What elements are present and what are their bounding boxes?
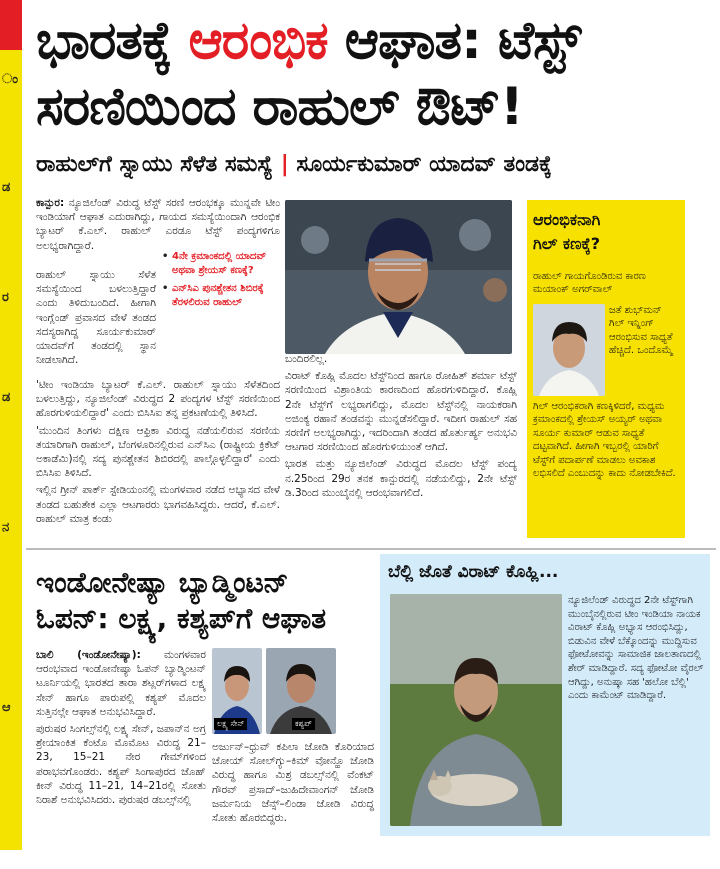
headline-line-2: ಸರಣಿಯಿಂದ ರಾಹುಲ್ ಔಟ್!	[36, 77, 523, 137]
sidebar-text-bottom: ಗಿಲ್ ಆರಂಭಿಕರಾಗಿ ಕಣಕ್ಕಿಳಿದರೆ, ಮಧ್ಯಮ ಕ್ರಮಾಂಕದಲ್ಲಿ ಶ್ರೇಯಸ್ ಅಯ್ಯರ್ ಅಥವಾ ಸೂರ್ಯ ಕುಮಾರ್ ಆಡುವ ಸಾಧ್ಯತೆ ದಟ್ಟವಾಗಿದೆ. ಹೀಗಾಗಿ ಇಬ್ಬರಲ್ಲಿ ಯಾರಿಗೆ ಟೆಸ್ಟ್‌ಗೆ ಪದಾರ್ಪಣೆ ಮಾಡಲು ಅವಕಾಶ ಲಭಿಸಲಿದೆ ಎಂಬುದನ್ನು ಕಾದು ನೋಡಬೇಕಿದೆ.	[533, 401, 676, 480]
sidebar-text-top: ರಾಹುಲ್ ಗಾಯಗೊಂಡಿರುವ ಕಾರಣ ಮಯಾಂಕ್ ಅಗರ್‌ವಾಲ್	[533, 271, 646, 296]
story-paragraph: ರಾಹುಲ್ ಸ್ನಾಯು ಸೆಳೆತ ಸಮಸ್ಯೆಯಿಂದ ಬಳಲುತ್ತಿದ್ದಾರೆ ಎಂದು ತಿಳಿದುಬಂದಿದೆ. ಹೀಗಾಗಿ ಇಂಗ್ಲೆಂಡ್ ಪ್ರವಾಸದ ವೇಳೆ ತಂಡದ ಸದಸ್ಯರಾಗಿದ್ದ ಸೂರ್ಯಕುಮಾರ್ ಯಾದವ್‌ಗೆ ತಂಡದಲ್ಲಿ ಸ್ಥಾನ ನೀಡಲಾಗಿದೆ.	[36, 269, 156, 367]
strip-glyph: ನ	[2, 520, 10, 535]
story-paragraph: ಭಾರತ ಮತ್ತು ನ್ಯೂಜಿಲೆಂಡ್ ವಿರುದ್ಧದ ಮೊದಲ ಟೆಸ್ಟ್ ಪಂದ್ಯ ನ.25ರಿಂದ 29ರ ತನಕ ಕಾನ್ಪುರದಲ್ಲಿ ನಡೆಯಲಿದ್ದು, 2ನೇ ಟೆಸ್ಟ್ ಡಿ.3ರಿಂದ ಮುಂಬೈನಲ್ಲಿ ಆರಂಭವಾಗಲಿದೆ.	[285, 458, 517, 499]
kohli-box-text: ನ್ಯೂಜಿಲೆಂಡ್ ವಿರುದ್ಧದ 2ನೇ ಟೆಸ್ಟ್‌ಗಾಗಿ ಮುಂಬೈನಲ್ಲಿರುವ ಟೀಂ ಇಂಡಿಯಾ ನಾಯಕ ವಿರಾಟ್ ಕೊಹ್ಲಿ ಅಭ್ಯಾಸ ಆರಂಭಿಸಿದ್ದು, ಬಿಡುವಿನ ವೇಳೆ ಬೆಕ್ಕೊಂದನ್ನು ಮುದ್ದಿಸುವ ಫೋಟೋವನ್ನು ಸಾಮಾಜಿಕ ಜಾಲತಾಣದಲ್ಲಿ ಶೇರ್ ಮಾಡಿದ್ದಾರೆ. ಸದ್ಯ ಫೋಟೋ ವೈರಲ್ ಆಗಿದ್ದು, ಅನುಷ್ಕಾ ಸಹ 'ಹಲೋ ಬೆಲ್ಲಿ' ಎಂದು ಕಾಮೆಂಟ್ ಮಾಡಿದ್ದಾರೆ.	[568, 595, 704, 702]
story-dateline: ಕಾನ್ಪುರ:	[36, 197, 65, 209]
headline-text: ಭಾರತಕ್ಕೆ	[36, 11, 189, 71]
gill-sidebar	[527, 200, 685, 538]
lakshya-caption: ಲಕ್ಷ್ಯ ಸೇನ್	[214, 718, 247, 730]
story-paragraph: ವಿರಾಟ್ ಕೊಹ್ಲಿ ಮೊದಲ ಟೆಸ್ಟ್‌ನಿಂದ ಹಾಗೂ ರೋಹಿತ್ ಶರ್ಮಾ ಟೆಸ್ಟ್ ಸರಣಿಯಿಂದ ವಿಶ್ರಾಂತಿಯ ಕಾರಣದಿಂದ ಹೊರಗುಳಿದಿದ್ದಾರೆ. ಕೊಹ್ಲಿ 2ನೇ ಟೆಸ್ಟ್‌ಗೆ ಲಭ್ಯರಾಗಲಿದ್ದು, ಮೊದಲ ಟೆಸ್ಟ್‌ನಲ್ಲಿ ನಾಯಕರಾಗಿ ಅಜಿಂಕ್ಯ ರಹಾನೆ ತಂಡವನ್ನು ಮುನ್ನಡೆಸಲಿದ್ದಾರೆ. ಇದೀಗ ರಾಹುಲ್ ಸಹ ಸರಣಿಗೆ ಅಲಭ್ಯರಾಗಿದ್ದು, ಇದರಿಂದಾಗಿ ತಂಡದ ಹೊರ್ತುರ್ಹ್ಯ ಅನುಭವಿ ಆಟಗಾರ ಸರಣಿಯಿಂದ ಹೊರಗುಳಿಯುಂತೆ ಆಗಿದೆ.	[285, 370, 517, 454]
highlight-bullets	[162, 250, 292, 314]
kohli-cat-photo	[390, 594, 562, 826]
bullet-item: • ಎನ್‌ಸಿಎ ಪುನಶ್ಚೇತನ ಶಿಬಿರಕ್ಕೆ ತೆರಳಲಿರುವ ರಾಹುಲ್	[162, 282, 292, 310]
badminton-column-2	[212, 740, 374, 828]
sidebar-title-line: ಗಿಲ್ ಕಣಕ್ಕೆ?	[533, 234, 601, 253]
badminton-headline-line: ಇಂಡೋನೇಷ್ಯಾ ಬ್ಯಾಡ್ಮಿಂಟನ್	[36, 566, 289, 599]
badminton-dateline: ಬಾಲಿ (ಇಂಡೋನೇಷ್ಯಾ):	[36, 649, 141, 661]
sidebar-text-right: ಜತೆ ಶುಭ್‌ಮನ್ ಗಿಲ್ ಇನ್ನಿಂಗ್ ಆರಂಭಿಸುವ ಸಾಧ್ಯತೆ ಹೆಚ್ಚಿದೆ. ಒಂದೊಮ್ಮೆ	[609, 305, 673, 357]
rahul-photo	[285, 200, 512, 354]
sidebar-title	[533, 208, 679, 256]
story-narrow-column	[36, 268, 156, 370]
gill-photo	[533, 304, 605, 396]
kashyap-caption: ಕಶ್ಯಪ್	[292, 718, 315, 730]
story-paragraph: 'ಟೀಂ ಇಂಡಿಯಾ ಬ್ಯಾಟರ್ ಕೆ.ಎಲ್. ರಾಹುಲ್ ಸ್ನಾಯು ಸೆಳೆತದಿಂದ ಬಳಲುತ್ತಿದ್ದು, ನ್ಯೂಜಿಲೆಂಡ್ ವಿರುದ್ಧದ 2 ಪಂದ್ಯಗಳ ಟೆಸ್ಟ್ ಸರಣಿಯಿಂದ ಹೊರಗುಳಿಯಲಿದ್ದಾರೆ' ಎಂದು ಬಿಸಿಸಿಐ ತನ್ನ ಪ್ರಕಟಣೆಯಲ್ಲಿ ತಿಳಿಸಿದೆ.	[36, 379, 280, 420]
strip-glyph: ಆ	[2, 700, 11, 715]
strip-glyph: ಡ	[2, 180, 11, 195]
story-paragraph: 'ಮುಂದಿನ ತಿಂಗಳು ದಕ್ಷಿಣ ಆಫ್ರಿಕಾ ವಿರುದ್ಧ ನಡೆಯಲಿರುವ ಸರಣಿಯ ತಯಾರಿಗಾಗಿ ರಾಹುಲ್, ಬೆಂಗಳೂರಿನಲ್ಲಿರುವ ಎನ್‌ಸಿಎ (ರಾಷ್ಟ್ರೀಯ ಕ್ರಿಕೆಟ್ ಅಕಾಡೆಮಿ)ನಲ್ಲಿ ಸದ್ಯ ಪುನಶ್ಚೇತನ ಶಿಬಿರದಲ್ಲಿ ಪಾಲ್ಗೊಳ್ಳಲಿದ್ದಾರೆ' ಎಂದು ಬಿಸಿಸಿಐ ತಿಳಿಸಿದೆ.	[36, 424, 280, 480]
story-column-1	[36, 378, 280, 529]
badminton-paragraph: ಮಂಗಳವಾರ ಆರಂಭವಾದ ಇಂಡೋನೇಷ್ಯಾ ಓಪನ್ ಬ್ಯಾಡ್ಮಿಂಟನ್ ಟೂರ್ನಿಯಲ್ಲಿ ಭಾರತದ ತಾರಾ ಶಟ್ಲರ್‌ಗಳಾದ ಲಕ್ಷ್ಯ ಸೇನ್ ಹಾಗೂ ಪಾರುಪಲ್ಲಿ ಕಶ್ಯಪ್ ಮೊದಲ ಸುತ್ತಿನಲ್ಲೇ ಆಘಾತ ಅನುಭವಿಸಿದ್ದಾರೆ.	[36, 649, 206, 718]
strip-red-block	[0, 0, 22, 50]
headline-line-1	[36, 8, 712, 74]
section-divider	[26, 548, 716, 550]
subheadline-right: ಸೂರ್ಯಕುಮಾರ್ ಯಾದವ್ ತಂಡಕ್ಕೆ	[296, 152, 552, 177]
badminton-headline-line: ಓಪನ್: ಲಕ್ಷ್ಯ, ಕಶ್ಯಪ್‌ಗೆ ಆಘಾತ	[36, 602, 327, 635]
subheadline-left: ರಾಹುಲ್‌ಗೆ ಸ್ನಾಯು ಸೆಳೆತ ಸಮಸ್ಯೆ	[36, 152, 274, 177]
strip-glyph: ಡ	[2, 390, 11, 405]
strip-yellow-block	[0, 50, 22, 850]
badminton-paragraph: ಪುರುಷರ ಸಿಂಗಲ್ಸ್‌ನಲ್ಲಿ ಲಕ್ಷ್ಯ ಸೇನ್, ಜಪಾನ್‌ನ ಅಗ್ರ ಶ್ರೇಯಾಂಕಿತ ಕೆಂಟೊ ಮೊಮೊಟ ವಿರುದ್ಧ 21–23, 15–21 ನೇರ ಗೇಮ್‌ಗಳಿಂದ ಪರಾಭವಗೊಂಡರು. ಕಶ್ಯಪ್ ಸಿಂಗಾಪುರದ ಜೊಹ್ ಕೀನ್ ವಿರುದ್ಧ 11–21, 14–21ರಲ್ಲಿ ಸೋತು ನಿರಾಶೆ ಅನುಭವಿಸಿದರು. ಪುರುಷರ ಡಬಲ್ಸ್‌ನಲ್ಲಿ	[36, 723, 206, 807]
headline-highlight: ಆರಂಭಿಕ	[188, 11, 328, 71]
badminton-headline	[36, 565, 376, 637]
strip-glyph: ಂ	[2, 72, 19, 87]
subheadline	[36, 152, 712, 177]
badminton-paragraph: ಅರ್ಜುನ್–ಧ್ರುವ್ ಕಪಿಲಾ ಜೋಡಿ ಕೊರಿಯಾದ ಚೋಯ್ ಸೋಲ್‌ಗ್ಯು–ಕಿಮ್ ವೋನ್ಹೊ ಜೋಡಿ ವಿರುದ್ಧ ಹಾಗೂ ಮಿಶ್ರ ಡಬಲ್ಸ್‌ನಲ್ಲಿ ವೆಂಕಟ್ ಗೌರವ್ ಪ್ರಸಾದ್–ಜುಹಿದೇವಾಂಗನ್ ಜೋಡಿ ಜರ್ಮನಿಯ ಜೆನ್ಸ್–ಲಿಂಡಾ ಜೋಡಿ ವಿರುದ್ಧ ಸೋತು ಹೊರಬಿದ್ದರು.	[212, 741, 374, 825]
story-lead	[36, 196, 280, 256]
sidebar-title-line: ಆರಂಭಿಕನಾಗಿ	[533, 210, 601, 229]
headline-text: ಆಘಾತ: ಟೆಸ್ಟ್	[327, 11, 581, 71]
main-headline	[36, 8, 712, 140]
subheadline-separator: |	[280, 152, 289, 177]
left-edge-strip	[0, 0, 22, 869]
strip-glyph: ರ	[2, 290, 9, 305]
story-paragraph: ನ್ಯೂಜಿಲೆಂಡ್ ವಿರುದ್ಧ ಟೆಸ್ಟ್ ಸರಣಿ ಆರಂಭಕ್ಕೂ ಮುನ್ನವೇ ಟೀಂ ಇಂಡಿಯಾಗೆ ಆಘಾತ ಎದುರಾಗಿದ್ದು, ಗಾಯದ ಸಮಸ್ಯೆಯಿಂದಾಗಿ ಆರಂಭಿಕ ಬ್ಯಾಟರ್ ಕೆ.ಎಲ್. ರಾಹುಲ್ ಎರಡೂ ಟೆಸ್ಟ್ ಪಂದ್ಯಗಳಿಗೂ ಅಲಭ್ಯರಾಗಿದ್ದಾರೆ.	[36, 197, 280, 252]
story-paragraph: ಬಂದಿರಲಿಲ್ಲ.	[285, 353, 328, 365]
story-column-2	[285, 352, 517, 503]
story-paragraph: ಇಲ್ಲಿನ ಗ್ರೀನ್ ಪಾರ್ಕ್ ಸ್ಟೇಡಿಯಂನಲ್ಲಿ ಮಂಗಳವಾರ ನಡೆದ ಅಭ್ಯಾಸದ ವೇಳೆ ತಂಡದ ಬಹುತೇಕ ಎಲ್ಲಾ ಆಟಗಾರರು ಭಾಗವಹಿಸಿದ್ದರು. ಆದರೆ, ಕೆ.ಎಲ್. ರಾಹುಲ್ ಮಾತ್ರ ಕಂಡು	[36, 484, 280, 525]
kohli-box-title: ಬೆಲ್ಲಿ ಜೊತೆ ವಿರಾಟ್ ಕೊಹ್ಲಿ...	[388, 562, 559, 582]
kohli-box	[380, 554, 710, 836]
badminton-column-1	[36, 648, 206, 810]
bullet-item: • 4ನೇ ಕ್ರಮಾಂಕದಲ್ಲಿ ಯಾದವ್ ಅಥವಾ ಶ್ರೇಯಸ್ ಕಣಕ್ಕೆ?	[162, 250, 292, 278]
